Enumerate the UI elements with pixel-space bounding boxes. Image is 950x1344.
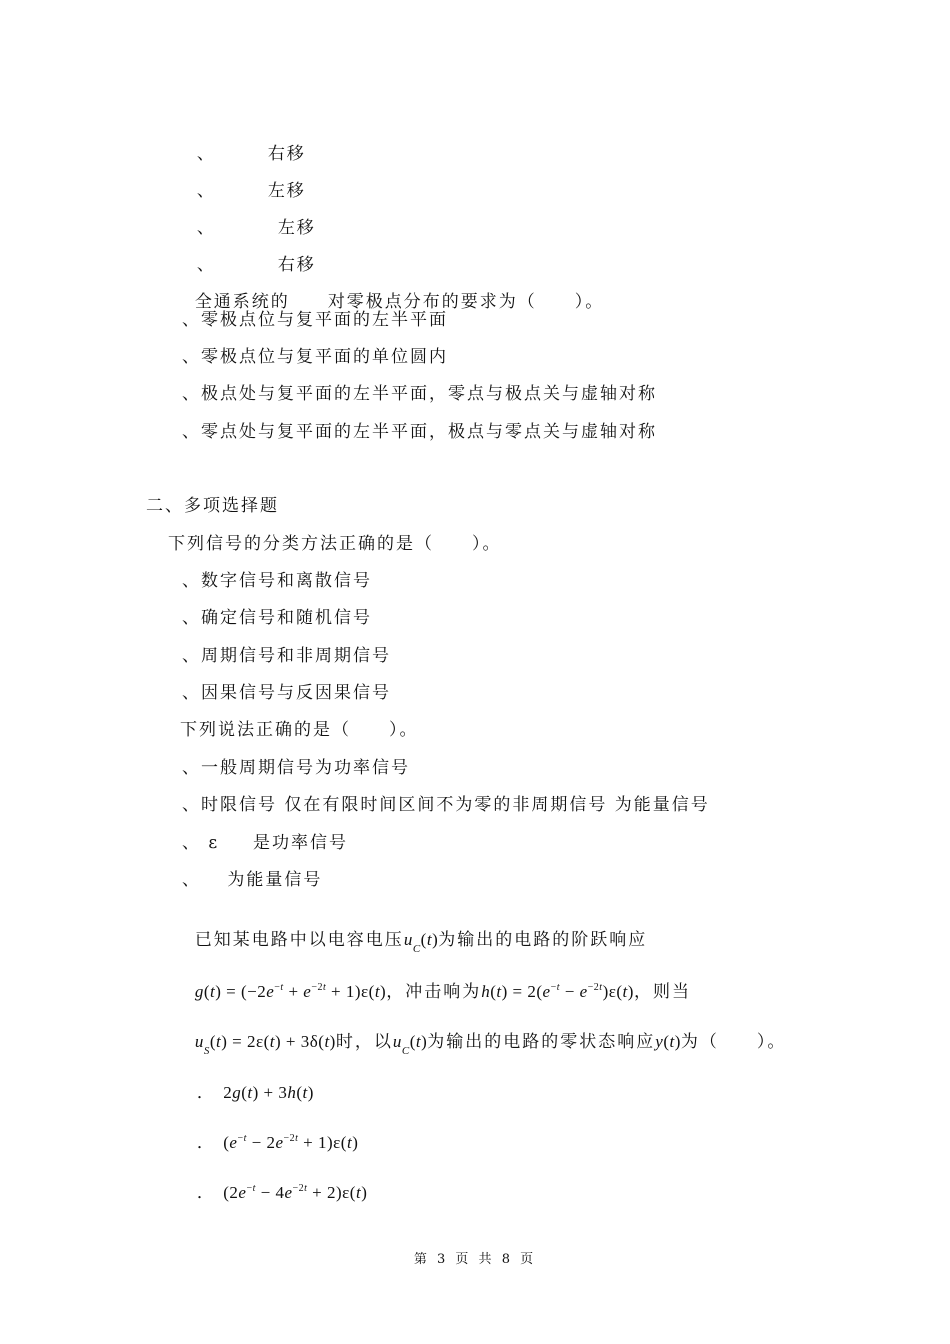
q3-stem-line3 (180, 1012, 787, 1057)
option-sep: 、 (196, 144, 216, 164)
math-uc: $u_C(t)$ (403, 930, 439, 955)
stem-part: 为（ ）。 (680, 1032, 787, 1052)
math-option-a: 2g(t) + 3h(t) (223, 1083, 314, 1102)
math-us: $u_S(t) = 2\varepsilon(t) + 3\delta(t)$ (194, 1032, 336, 1057)
option-sep: 、 (196, 218, 216, 238)
q1-stem: 下列信号的分类方法正确的是（ ）。 (168, 534, 502, 554)
q2-stem: 下列说法正确的是（ ）。 (180, 720, 419, 740)
allpass-question-stem (180, 272, 604, 312)
stem-part: 全通系统的 (194, 292, 290, 312)
q1-option-c: 、周期信号和非周期信号 (182, 646, 391, 666)
q1-option-d: 、因果信号与反因果信号 (182, 683, 391, 703)
allpass-option-a: 、零极点位与复平面的左半平面 (182, 310, 448, 330)
q2-option-a: 、一般周期信号为功率信号 (182, 758, 410, 778)
q2-option-b: 、时限信号 仅在有限时间区间不为零的非周期信号 为能量信号 (182, 795, 710, 815)
allpass-option-d: 、零点处与复平面的左半平面，极点与零点关与虚轴对称 (182, 422, 657, 442)
prev-option-c (182, 198, 316, 238)
q3-option-a (182, 1063, 314, 1103)
stem-part: ，则当 (633, 982, 691, 1002)
option-text: 右移 (267, 144, 306, 164)
math-uc: $u_C(t)$ (392, 1032, 428, 1057)
option-text: 右移 (277, 255, 316, 275)
math-y: y(t) (655, 1032, 681, 1051)
q3-stem-line1 (180, 910, 648, 955)
prev-option-a (182, 124, 306, 164)
stem-part: 已知某电路中以电容电压 (194, 930, 404, 950)
q3-option-b (182, 1113, 358, 1153)
stem-part: 时，以 (335, 1032, 393, 1052)
q2-option-d: 、 为能量信号 (182, 870, 323, 890)
section-title: 二、多项选择题 (146, 496, 279, 516)
option-prefix: ． (196, 1083, 216, 1103)
stem-part: 为输出的电路的零状态响应 (427, 1032, 656, 1052)
option-text: 左移 (277, 218, 316, 238)
q1-option-a: 、数字信号和离散信号 (182, 571, 372, 591)
math-option-c: $(2e^{-t} - 4e^{-2t} + 2)\varepsilon(t)$ (223, 1183, 368, 1202)
option-prefix: ． (196, 1133, 216, 1153)
math-impulse-response: $h(t) = 2(e^{-t} - e^{-2t})\varepsilon(t)$ (481, 982, 634, 1001)
math-step-response: $g(t) = (-2e^{-t} + e^{-2t} + 1)\varepsilon(t)$ (194, 982, 387, 1001)
q3-option-c (182, 1163, 367, 1203)
math-option-b: $(e^{-t} - 2e^{-2t} + 1)\varepsilon(t)$ (223, 1133, 359, 1152)
option-sep: 、 (196, 255, 216, 275)
stem-part: 为输出的电路的阶跃响应 (438, 930, 648, 950)
page-footer: 第 3 页 共 8 页 (413, 1252, 537, 1267)
allpass-option-b: 、零极点位与复平面的单位圆内 (182, 347, 448, 367)
prev-option-b (182, 161, 306, 201)
q2-option-c: 、 ε 是功率信号 (182, 833, 349, 853)
stem-part: ，冲击响为 (386, 982, 482, 1002)
stem-part: 对零极点分布的要求为（ ）。 (327, 292, 605, 312)
prev-option-d (182, 235, 316, 275)
option-prefix: ． (196, 1183, 216, 1203)
q3-stem-line2 (180, 962, 691, 1002)
option-sep: 、 (196, 181, 216, 201)
q1-option-b: 、确定信号和随机信号 (182, 608, 372, 628)
allpass-option-c: 、极点处与复平面的左半平面，零点与极点关与虚轴对称 (182, 384, 657, 404)
option-text: 左移 (267, 181, 306, 201)
